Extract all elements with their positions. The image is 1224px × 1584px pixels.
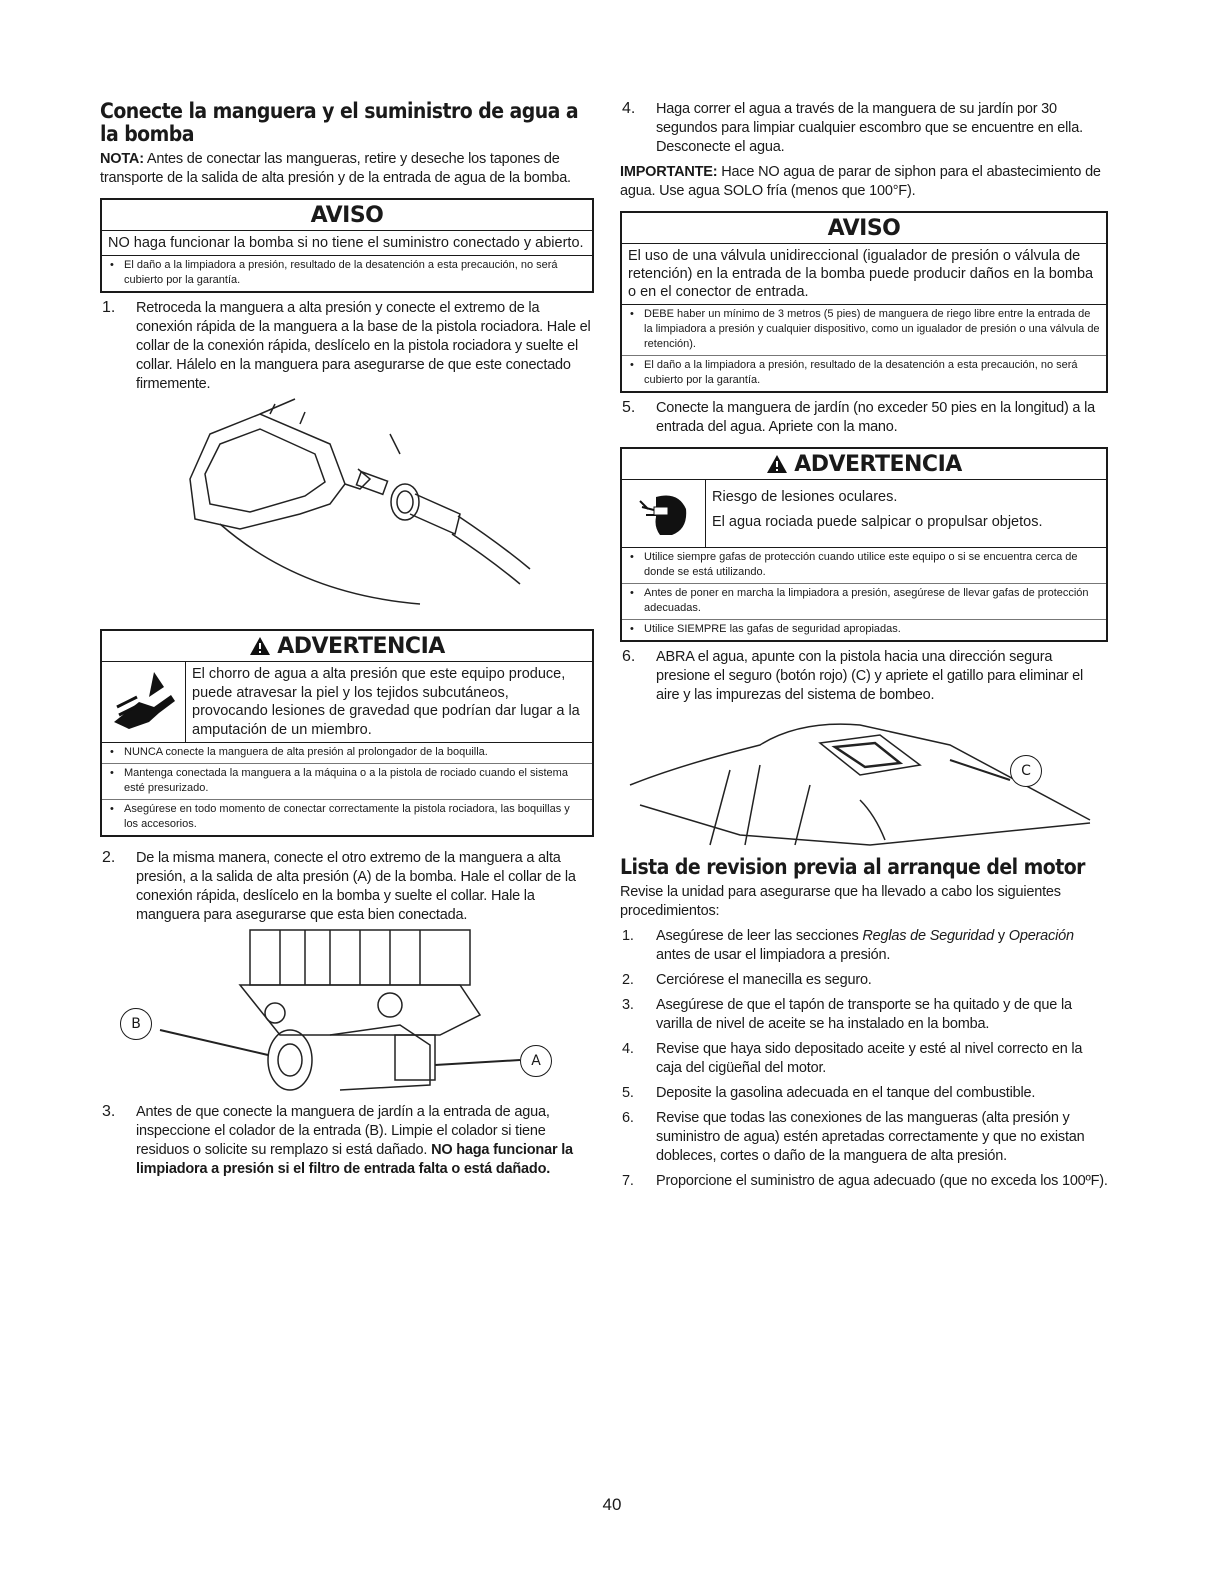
step-number: 4. — [622, 100, 636, 117]
section-heading-connect: Conecte la manguera y el suministro de agua a la bomba — [100, 99, 579, 146]
aviso-lead: NO haga funcionar la bomba si no tiene el suministro conectado y abierto. — [102, 231, 592, 256]
aviso-bullet: • El daño a la limpiadora a presión, resultado de la desatención a esta precaución, no será cubierto por la garantía. — [102, 256, 592, 291]
pump-drawing — [100, 925, 594, 1097]
step-text: ABRA el agua, apunte con la pistola hacia una dirección segura presione el seguro (botón rojo) (C) y apriete el gatillo para eliminar el aire y las impurezas del sistema de bombeo. — [656, 649, 1084, 703]
advertencia-text — [706, 480, 1106, 547]
advertencia-text: El chorro de agua a alta presión que este equipo produce, puede atravesar la piel y los tejidos subcutáneos, provocando lesiones de gravedad que podrían dar lugar a la amputación de un miembro. — [192, 666, 580, 738]
advertencia-bullet: • Utilice siempre gafas de protección cuando utilice este equipo o si se encuentra cerca de donde se está utilizando. — [622, 548, 1106, 584]
important-paragraph — [620, 163, 1108, 201]
step-2 — [100, 849, 594, 925]
step-text — [136, 1103, 594, 1179]
checklist-number: 6. — [622, 1110, 634, 1126]
checklist-number: 1. — [622, 928, 634, 944]
checklist-item — [620, 996, 1108, 1034]
spray-gun-hose-illustration — [100, 394, 594, 619]
advertencia-bullet: • Mantenga conectada la manguera a la máquina o a la pistola de rociado cuando el sistema esté presurizado. — [102, 764, 592, 800]
checklist-text: Proporcione el suministro de agua adecuado (que no exceda los 100ºF). — [656, 1173, 1108, 1189]
checklist-ref-safety: Reglas de Seguridad — [862, 928, 995, 944]
step-number: 5. — [622, 399, 636, 416]
checklist-number: 7. — [622, 1173, 634, 1189]
injection-hazard-icon — [102, 662, 186, 742]
checklist-number: 5. — [622, 1085, 634, 1101]
checklist-item — [620, 1172, 1108, 1191]
note-text: Antes de conectar las mangueras, retire y deseche los tapones de transporte de la salida de alta presión y de la entrada de agua de la bomba. — [100, 151, 571, 186]
step-number: 6. — [622, 648, 636, 665]
eye-hazard-icon — [622, 480, 706, 547]
checklist-text: Revise que todas las conexiones de las mangueras (alta presión y suministro de agua) estén apretadas correctamente y que no existan dobleces, cortes o daño de la manguera de alta presión. — [656, 1110, 1085, 1164]
advertencia-header — [102, 631, 592, 662]
aviso-bullet: • El daño a la limpiadora a presión, resultado de la desatención a esta precaución, no será cubierto por la garantía. — [622, 356, 1106, 391]
checklist-ref-operation: Operación — [1008, 928, 1074, 944]
callout-a: A — [520, 1045, 552, 1077]
checklist-item — [620, 971, 1108, 990]
pump-outlet-illustration — [100, 925, 594, 1097]
important-text: Hace NO agua de parar de siphon para el abastecimiento de agua. Use agua SOLO fría (menos que 100°F). — [620, 164, 1101, 199]
checklist-item — [620, 1109, 1108, 1166]
aviso-box-1 — [100, 198, 594, 293]
checklist-text: Revise que haya sido depositado aceite y esté al nivel correcto en la caja del cigüeñal del motor. — [656, 1041, 1083, 1076]
step-text: Retroceda la manguera a alta presión y conecte el extremo de la conexión rápida de la manguera a la base de la pistola rociadora. Hale el collar de la conexión rápida, deslícelo en la pistola rociadora y suelte el collar. Hálelo en la manguera para asegurarse de que este conectado firmemente. — [136, 300, 591, 392]
checklist-text-c: antes de usar el limpiadora a presión. — [656, 947, 891, 963]
advertencia-title: ADVERTENCIA — [794, 452, 962, 477]
step-3-text: Antes de que conecte la manguera de jardín a la entrada de agua, inspeccione el colador de la entrada (B). Limpie el colador si tiene residuos o solicite su remplazo si está dañado. — [136, 1104, 550, 1158]
warning-triangle-icon — [249, 636, 271, 656]
checklist-text: Asegúrese de que el tapón de transporte se ha quitado y de que la varilla de nivel de aceite se ha instalado en la bomba. — [656, 997, 1072, 1032]
advertencia-bullet: • Asegúrese en todo momento de conectar correctamente la pistola rociadora, las boquillas y los accesorios. — [102, 800, 592, 835]
right-column — [620, 100, 1108, 1191]
left-column — [100, 100, 594, 1179]
step-6 — [620, 648, 1108, 705]
checklist-text-a: Asegúrese de leer las secciones — [656, 928, 863, 944]
step-3 — [100, 1103, 594, 1179]
advertencia-line-2: El agua rociada puede salpicar o propulsar objetos. — [712, 513, 1043, 530]
aviso-bullet: • DEBE haber un mínimo de 3 metros (5 pies) de manguera de riego libre entre la entrada de la limpiadora a presión y cualquier dispositivo, como un igualador de presión o una válvula de retención). — [622, 305, 1106, 356]
advertencia-main-row — [622, 480, 1106, 548]
advertencia-bullet: • Utilice SIEMPRE las gafas de seguridad apropiadas. — [622, 620, 1106, 640]
step-number: 1. — [102, 299, 116, 316]
checklist-number: 3. — [622, 997, 634, 1013]
step-5 — [620, 399, 1108, 437]
advertencia-box-2 — [620, 447, 1108, 642]
step-1 — [100, 299, 594, 394]
checklist-text: Cerciórese el manecilla es seguro. — [656, 972, 872, 988]
step-text: De la misma manera, conecte el otro extremo de la manguera a alta presión, a la salida de alta presión (A) de la bomba. Hale el collar de la conexión rápida, deslícelo en la bomba y suelte el collar. Hale la manguera para asegurarse que esta bien conectada. — [136, 850, 576, 923]
checklist — [620, 927, 1108, 1191]
step-text: Conecte la manguera de jardín (no exceder 50 pies en la longitud) a la entrada del agua. Apriete con la mano. — [656, 400, 1096, 435]
aviso-header — [102, 200, 592, 231]
callout-c: C — [1010, 755, 1042, 787]
step-text: Haga correr el agua a través de la manguera de su jardín por 30 segundos para limpiar cualquier escombro que se encuentre en ella. Desconecte el agua. — [656, 101, 1083, 155]
aviso-title: AVISO — [310, 203, 384, 228]
step-number: 3. — [102, 1103, 116, 1120]
hand-injection-icon — [109, 667, 179, 737]
step-4 — [620, 100, 1108, 157]
step-3-bold-warning: NO haga funcionar la limpiadora a presión si el filtro de entrada falta o está dañado. — [136, 1142, 573, 1177]
checklist-text-b: y — [994, 928, 1009, 944]
aviso-header — [622, 213, 1106, 244]
advertencia-main-row — [102, 662, 592, 743]
checklist-number: 2. — [622, 972, 634, 988]
note-paragraph — [100, 150, 594, 188]
warning-triangle-icon — [766, 454, 788, 474]
advertencia-line-1: Riesgo de lesiones oculares. — [712, 489, 898, 505]
advertencia-title: ADVERTENCIA — [277, 634, 445, 659]
aviso-box-2 — [620, 211, 1108, 393]
spray-gun-hose-drawing — [100, 394, 594, 619]
note-label: NOTA: — [100, 151, 144, 167]
checklist-text: Deposite la gasolina adecuada en el tanque del combustible. — [656, 1085, 1036, 1101]
checklist-item — [620, 927, 1108, 965]
aviso-lead: El uso de una válvula unidireccional (igualador de presión o válvula de retención) en la entrada de la bomba puede producir daños en la bomba o en el conector de entrada. — [622, 244, 1106, 305]
aviso-title: AVISO — [827, 216, 901, 241]
callout-b: B — [120, 1008, 152, 1040]
advertencia-box-1 — [100, 629, 594, 837]
important-label: IMPORTANTE: — [620, 164, 718, 180]
eye-protection-icon — [636, 489, 692, 539]
page-number: 40 — [602, 1495, 622, 1514]
checklist-item — [620, 1040, 1108, 1078]
checklist-item — [620, 1084, 1108, 1103]
spray-gun-safety-illustration — [620, 705, 1108, 850]
checklist-heading: Lista de revision previa al arranque del motor — [620, 855, 1085, 879]
advertencia-bullet: • Antes de poner en marcha la limpiadora a presión, asegúrese de llevar gafas de protección adecuadas. — [622, 584, 1106, 620]
step-number: 2. — [102, 849, 116, 866]
checklist-intro: Revise la unidad para asegurarse que ha llevado a cabo los siguientes procedimientos: — [620, 884, 1061, 919]
advertencia-header — [622, 449, 1106, 480]
advertencia-bullet: • NUNCA conecte la manguera de alta presión al prolongador de la boquilla. — [102, 743, 592, 764]
checklist-number: 4. — [622, 1041, 634, 1057]
